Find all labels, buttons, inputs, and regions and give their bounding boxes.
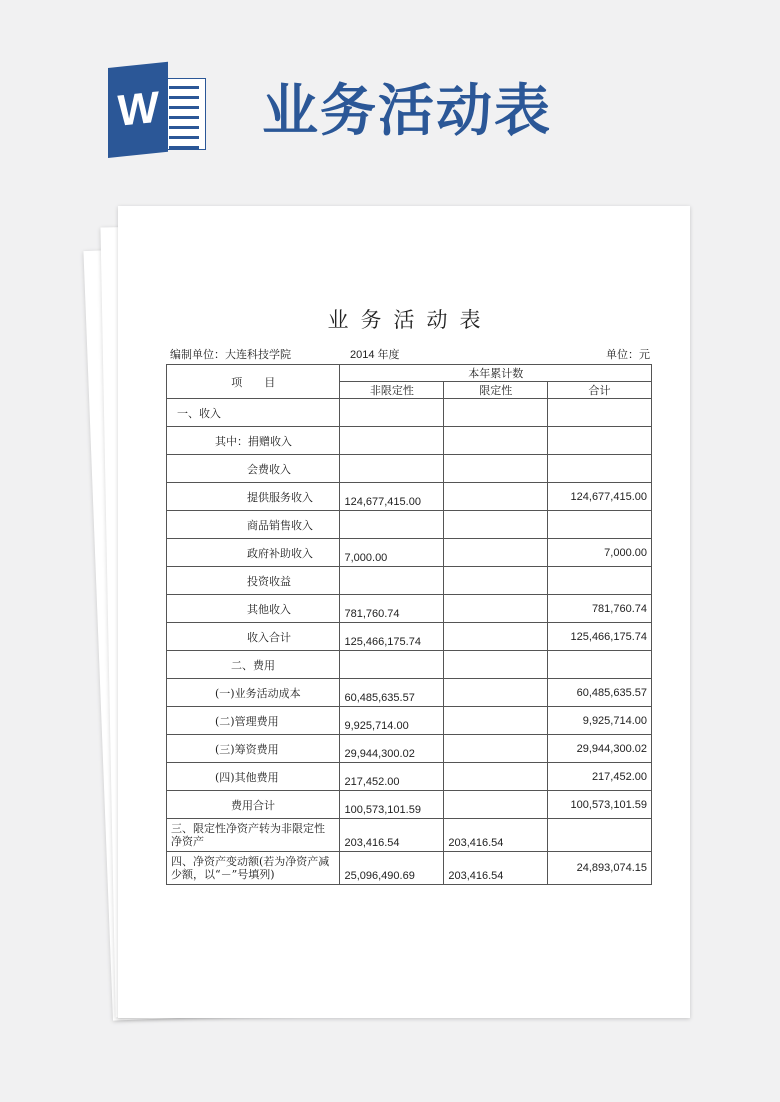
cell-total	[548, 819, 652, 852]
table-row	[167, 427, 652, 455]
table-row	[167, 791, 652, 819]
cell-unrestricted	[340, 455, 444, 483]
cell-unrestricted: 60,485,635.57	[340, 679, 444, 707]
table-row	[167, 707, 652, 735]
row-label: 其中：捐赠收入	[167, 427, 340, 455]
cell-total: 29,944,300.02	[548, 735, 652, 763]
cell-unrestricted: 7,000.00	[340, 539, 444, 567]
cell-restricted	[444, 427, 548, 455]
table-row	[167, 595, 652, 623]
cell-restricted	[444, 399, 548, 427]
cell-restricted	[444, 791, 548, 819]
table-row	[167, 819, 652, 852]
cell-unrestricted: 124,677,415.00	[340, 483, 444, 511]
cell-restricted	[444, 455, 548, 483]
cell-unrestricted	[340, 651, 444, 679]
row-label: (二)管理费用	[167, 707, 340, 735]
word-logo-letter: W	[108, 62, 168, 158]
table-row	[167, 679, 652, 707]
cell-total	[548, 455, 652, 483]
row-label: 政府补助收入	[167, 539, 340, 567]
reporting-unit: 编制单位：大连科技学院	[170, 348, 291, 361]
col-header-total: 合计	[548, 382, 652, 399]
cell-total: 7,000.00	[548, 539, 652, 567]
table-row	[167, 852, 652, 885]
currency-unit: 单位：元	[606, 348, 650, 361]
document-page	[118, 206, 690, 1018]
cell-restricted	[444, 679, 548, 707]
cell-total: 781,760.74	[548, 595, 652, 623]
col-header-group: 本年累计数	[340, 365, 652, 382]
cell-unrestricted	[340, 511, 444, 539]
row-label: 四、净资产变动额(若为净资产减少额，以“－”号填列)	[167, 852, 340, 885]
cell-unrestricted: 25,096,490.69	[340, 852, 444, 885]
cell-total	[548, 511, 652, 539]
cell-total: 24,893,074.15	[548, 852, 652, 885]
col-header-restricted: 限定性	[444, 382, 548, 399]
cell-restricted	[444, 623, 548, 651]
cell-restricted	[444, 483, 548, 511]
cell-total	[548, 651, 652, 679]
row-label: (四)其他费用	[167, 763, 340, 791]
row-label: 一、收入	[167, 399, 340, 427]
table-row	[167, 763, 652, 791]
cell-total	[548, 399, 652, 427]
cell-restricted	[444, 763, 548, 791]
row-label: 投资收益	[167, 567, 340, 595]
table-row	[167, 623, 652, 651]
header-title: 业务活动表	[262, 79, 552, 144]
cell-unrestricted: 100,573,101.59	[340, 791, 444, 819]
cell-unrestricted: 125,466,175.74	[340, 623, 444, 651]
row-label: 提供服务收入	[167, 483, 340, 511]
table-row	[167, 455, 652, 483]
cell-total: 100,573,101.59	[548, 791, 652, 819]
cell-restricted	[444, 595, 548, 623]
table-row	[167, 539, 652, 567]
table-row	[167, 511, 652, 539]
activity-table	[166, 364, 652, 885]
cell-unrestricted: 9,925,714.00	[340, 707, 444, 735]
word-logo-icon	[108, 68, 208, 158]
cell-unrestricted: 29,944,300.02	[340, 735, 444, 763]
cell-total: 217,452.00	[548, 763, 652, 791]
table-row	[167, 735, 652, 763]
cell-total: 124,677,415.00	[548, 483, 652, 511]
row-label: 二、费用	[167, 651, 340, 679]
document-title: 业务活动表	[327, 308, 493, 332]
report-year	[350, 346, 400, 362]
cell-total: 125,466,175.74	[548, 623, 652, 651]
cell-total: 60,485,635.57	[548, 679, 652, 707]
report-year-number: 2014	[350, 349, 375, 361]
cell-unrestricted: 781,760.74	[340, 595, 444, 623]
col-header-unrestricted: 非限定性	[340, 382, 444, 399]
cell-restricted	[444, 735, 548, 763]
cell-restricted: 203,416.54	[444, 852, 548, 885]
table-row	[167, 567, 652, 595]
cell-restricted	[444, 539, 548, 567]
row-label: (一)业务活动成本	[167, 679, 340, 707]
row-label: (三)筹资费用	[167, 735, 340, 763]
cell-unrestricted: 217,452.00	[340, 763, 444, 791]
row-label: 收入合计	[167, 623, 340, 651]
cell-restricted	[444, 567, 548, 595]
row-label: 商品销售收入	[167, 511, 340, 539]
cell-restricted	[444, 511, 548, 539]
cell-total: 9,925,714.00	[548, 707, 652, 735]
col-header-item: 项 目	[167, 365, 340, 399]
cell-restricted	[444, 651, 548, 679]
report-year-suffix: 年度	[377, 348, 400, 361]
row-label: 费用合计	[167, 791, 340, 819]
cell-total	[548, 427, 652, 455]
row-label: 会费收入	[167, 455, 340, 483]
row-label: 三、限定性净资产转为非限定性净资产	[167, 819, 340, 852]
cell-unrestricted	[340, 427, 444, 455]
cell-restricted: 203,416.54	[444, 819, 548, 852]
table-row	[167, 483, 652, 511]
cell-total	[548, 567, 652, 595]
table-row	[167, 651, 652, 679]
cell-restricted	[444, 707, 548, 735]
cell-unrestricted	[340, 567, 444, 595]
table-row	[167, 399, 652, 427]
cell-unrestricted: 203,416.54	[340, 819, 444, 852]
row-label: 其他收入	[167, 595, 340, 623]
cell-unrestricted	[340, 399, 444, 427]
